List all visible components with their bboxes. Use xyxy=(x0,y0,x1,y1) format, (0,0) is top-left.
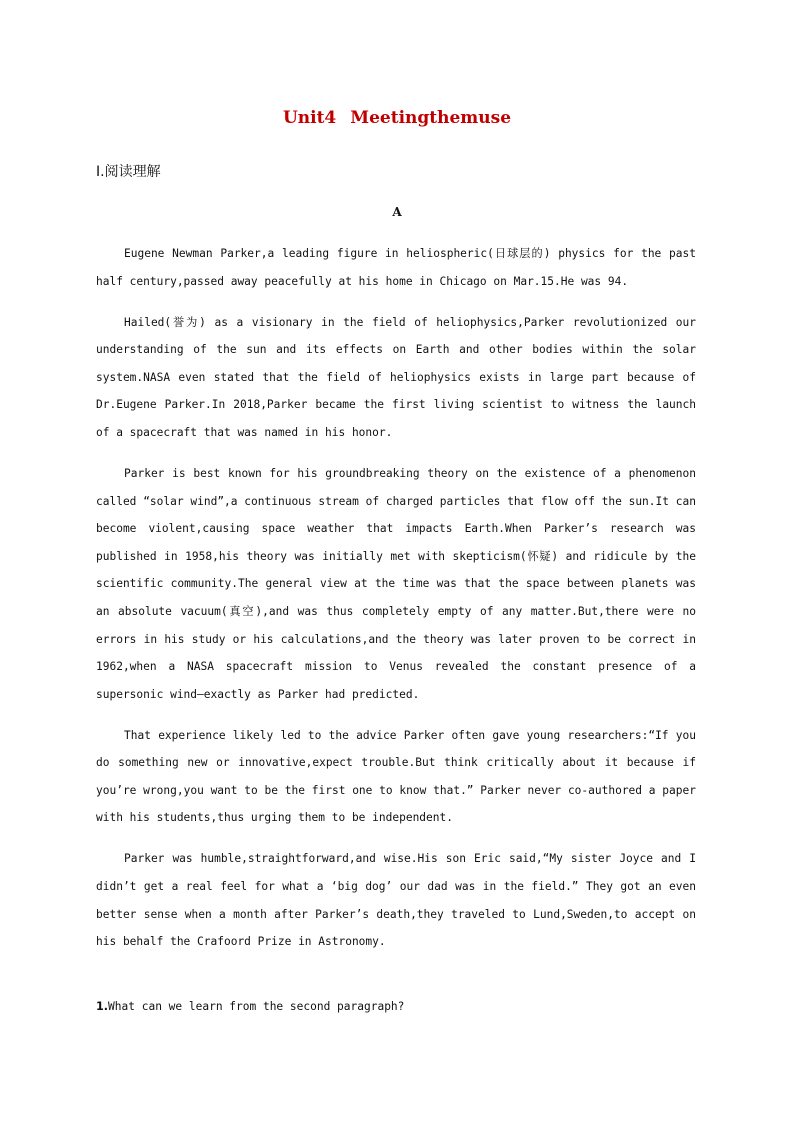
passage-label: A xyxy=(392,205,402,219)
paragraph-2: Hailed(誉为) as a visionary in the field of heliophysics,Parker revolutionized our understanding of the sun and its effects on Earth and other bodies within the solar system.NASA even stated that the field of heliophysics exists in large part because of Dr.Eugene Parker.In 2018,Parker became the first living scientist to witness the launch of a spacecraft that was named in his honor. xyxy=(96,315,696,439)
question-1 xyxy=(96,1000,404,1013)
paragraph-1: Eugene Newman Parker,a leading figure in heliospheric(日球层的) physics for the past half century,passed away peacefully at his home in Chicago on Mar.15.He was 94. xyxy=(96,247,696,288)
paragraph-5: Parker was humble,straightforward,and wise.His son Eric said,“My sister Joyce and I didn’t get a real feel for what a ‘big dog’ our dad was in the field.” They got an even better sense when a month after Parker’s death,they traveled to Lund,Sweden,to accept on his behalf the Crafoord Prize in Astronomy. xyxy=(96,852,696,949)
question-text: What can we learn from the second paragraph? xyxy=(108,1000,405,1013)
page-title xyxy=(0,108,794,128)
paragraph-3: Parker is best known for his groundbreaking theory on the existence of a phenomenon called “solar wind”,a continuous stream of charged particles that flow off the sun.It can become violent,causing space weather that impacts Earth.When Parker’s research was published in 1958,his theory was initially met with skepticism(怀疑) and ridicule by the scientific community.The general view at the time was that the space between planets was an absolute vacuum(真空),and was thus completely empty of any matter.But,there were no errors in his study or his calculations,and the theory was later proven to be correct in 1962,when a NASA spacecraft mission to Venus revealed the constant presence of a supersonic wind—exactly as Parker had predicted. xyxy=(96,466,696,701)
question-number: 1. xyxy=(96,1000,109,1013)
title-unit: Unit4 xyxy=(282,108,337,128)
passage-body xyxy=(96,240,696,969)
title-topic: Meetingthemuse xyxy=(350,108,512,128)
section-heading: Ⅰ.阅读理解 xyxy=(96,164,161,180)
paragraph-4: That experience likely led to the advice Parker often gave young researchers:“If you do something new or innovative,expect trouble.But think critically about it because if you’re wrong,you want to be the first one to know that.” Parker never co-authored a paper with his students,thus urging them to be independent. xyxy=(96,728,696,825)
